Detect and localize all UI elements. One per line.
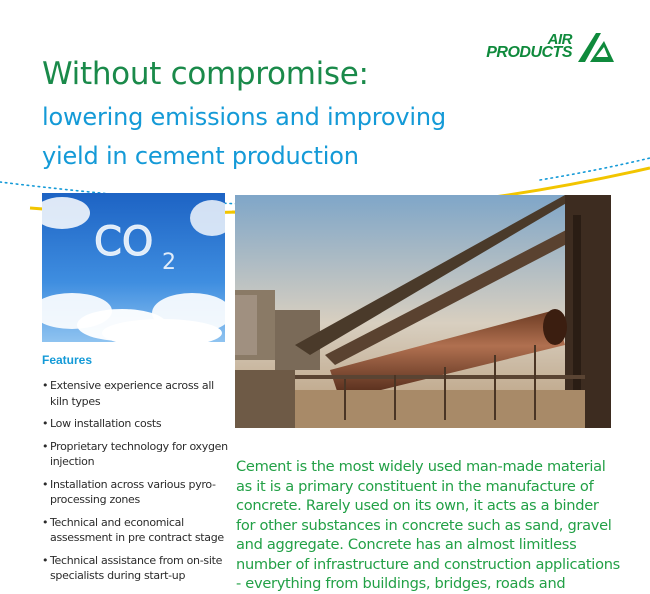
logo-text-air: AIR: [547, 31, 572, 48]
list-item: • Low installation costs: [42, 416, 232, 432]
intro-paragraph: Cement is the most widely used man-made material as it is a primary constituent in the manufacture of concrete. Rarely used on its own, it acts as a binder for other substances in concrete such as sand, gravel and aggregate. Concrete has an almost limitless number of infrastructure and construction applications - everything from buildings, bridges, roads and: [236, 458, 620, 592]
list-item: • Extensive experience across all kiln types: [42, 378, 232, 409]
air-products-logo: [466, 28, 616, 68]
list-item: • Proprietary technology for oxygen injection: [42, 439, 232, 470]
subtitle-line-2: yield in cement production: [42, 142, 359, 170]
list-item: • Technical and economical assessment in pre contract stage: [42, 515, 232, 546]
cement-kiln-photo: [235, 195, 611, 428]
list-item: • Technical assistance from on-site specialists during start-up: [42, 553, 232, 584]
list-item: • Installation across various pyro-processing zones: [42, 477, 232, 508]
subtitle-line-1: lowering emissions and improving: [42, 103, 446, 131]
page-title: Without compromise:: [42, 56, 369, 92]
features-heading: Features: [42, 353, 93, 367]
features-list: [42, 378, 232, 591]
co2-cloud-text: CO: [94, 219, 154, 265]
co2-cloud-photo: [42, 193, 225, 342]
logo-text-products: PRODUCTS: [486, 44, 572, 61]
logo-triangle-icon: [574, 30, 616, 64]
co2-cloud-subscript: 2: [162, 250, 176, 275]
